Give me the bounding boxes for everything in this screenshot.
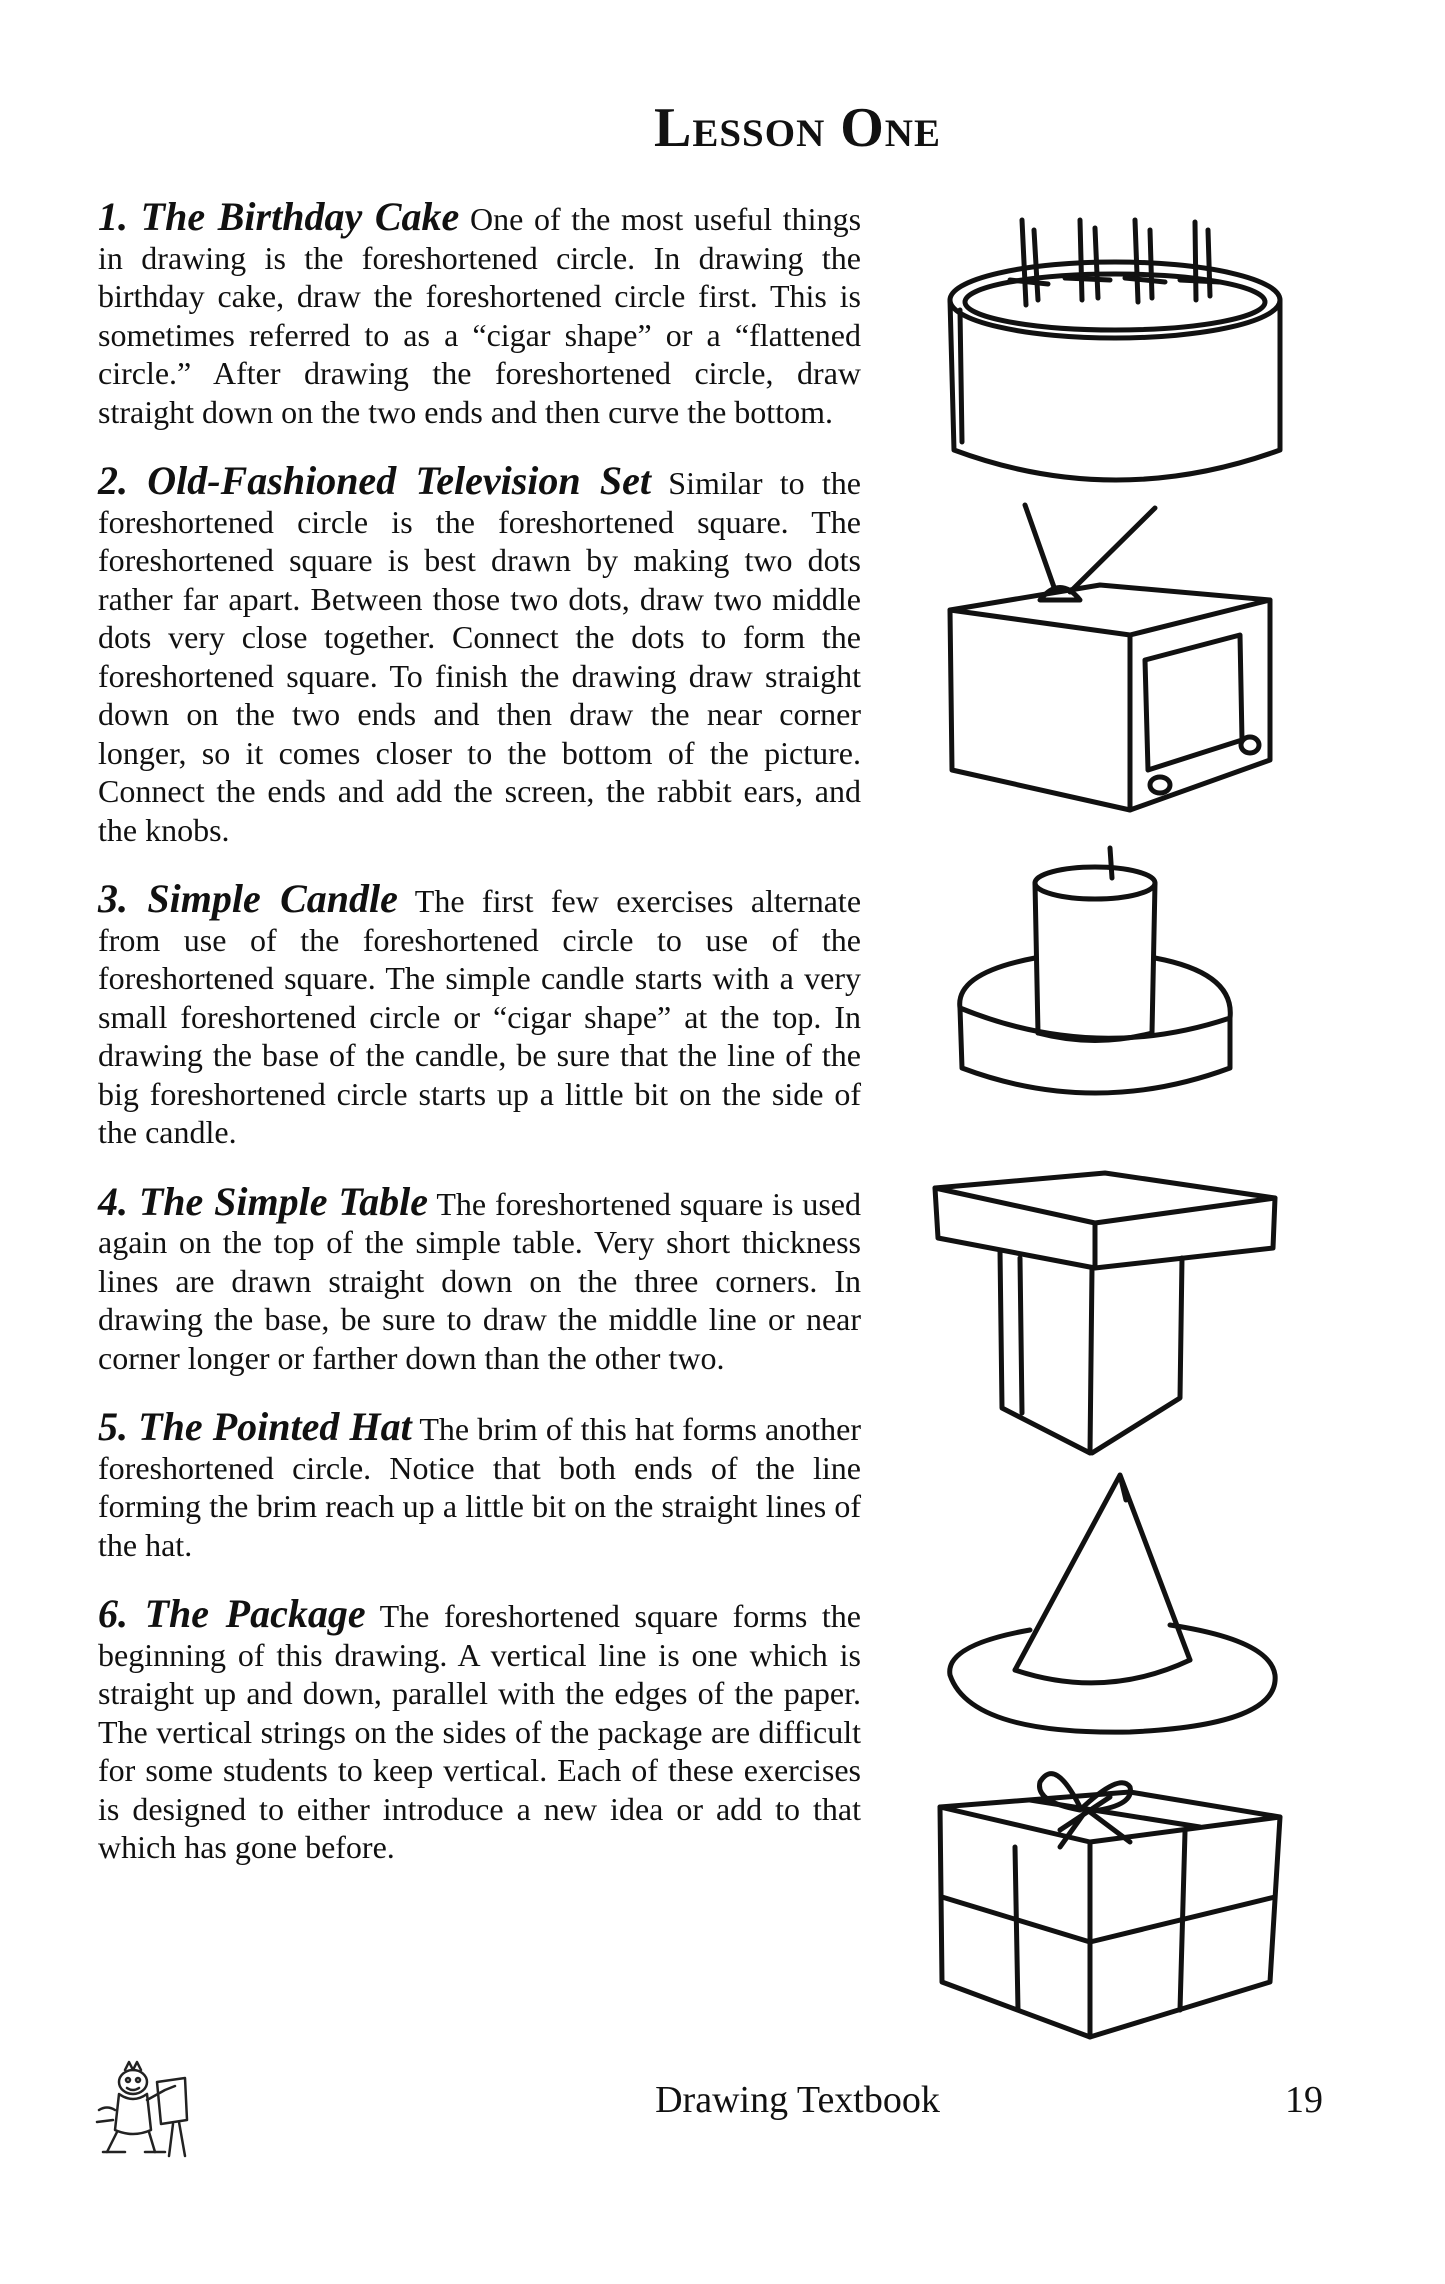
- candle-icon: [930, 848, 1300, 1148]
- table-icon: [930, 1168, 1300, 1458]
- package-icon: [930, 1752, 1300, 2042]
- lesson-item: [98, 1178, 862, 1378]
- page-number: 19: [1285, 2079, 1323, 2121]
- item-heading: 2. Old-Fashioned Television Set: [98, 458, 652, 503]
- lesson-title: Lesson One: [654, 97, 941, 159]
- birthday-cake-icon: [930, 210, 1300, 490]
- pointed-hat-icon: [930, 1470, 1300, 1740]
- lesson-item: [98, 458, 862, 849]
- lesson-item: [98, 1404, 862, 1564]
- item-heading: 4. The Simple Table: [98, 1178, 429, 1224]
- lesson-item: [98, 194, 862, 431]
- item-heading: 1. The Birthday Cake: [98, 194, 460, 239]
- lesson-item: [98, 1591, 861, 1867]
- item-text: Similar to the foreshortened circle is the foreshortened square. The foreshortened square is best drawn by making two dots rather far apart. Between those two dots, draw two middle dots very close together. Connect the dots to form the foreshortened square. To finish the drawing draw straight down on the two ends and then draw the near corner longer, so it comes closer to the bottom of the picture. Connect the ends and add the screen, the rabbit ears, and the knobs.: [98, 465, 862, 848]
- item-heading: 5. The Pointed Hat: [98, 1404, 412, 1449]
- item-text: The brim of this hat forms another foreshortened circle. Notice that both ends of the line forming the brim reach up a little bit on the straight lines of the hat.: [98, 1411, 862, 1563]
- item-text: The foreshortened square forms the beginning of this drawing. A vertical line is one which is straight up and down, parallel with the edges of the paper. The vertical strings on the sides of the package are difficult for some students to keep vertical. Each of these exercises is designed to either introduce a new idea or add to that which has gone before.: [98, 1598, 861, 1865]
- item-heading: 3. Simple Candle: [98, 876, 398, 921]
- item-text: One of the most useful things in drawing is the foreshortened circle. In drawing the birthday cake, draw the foreshortened circle first. This is sometimes referred to as a “cigar shape” or a “flattened circle.” After drawing the foreshortened circle, draw straight down on the two ends and then curve the bottom.: [98, 201, 862, 430]
- item-text: The foreshortened square is used again on the top of the simple table. Very short thickness lines are drawn straight down on the three corners. In drawing the base, be sure to draw the middle line or near corner longer or farther down than the other two.: [98, 1185, 862, 1376]
- item-heading: 6. The Package: [98, 1591, 366, 1636]
- item-text: The first few exercises alternate from use of the foreshortened circle to use of the foreshortened square. The simple candle starts with a very small foreshortened circle or “cigar shape” at the top. In drawing the base of the candle, be sure that the line of the big foreshortened circle starts up a little bit on the side of the candle.: [98, 883, 862, 1150]
- lesson-text-column: [98, 194, 862, 1898]
- television-set-icon: [930, 500, 1300, 830]
- book-title: Drawing Textbook: [655, 2079, 940, 2121]
- lesson-item: [98, 876, 862, 1152]
